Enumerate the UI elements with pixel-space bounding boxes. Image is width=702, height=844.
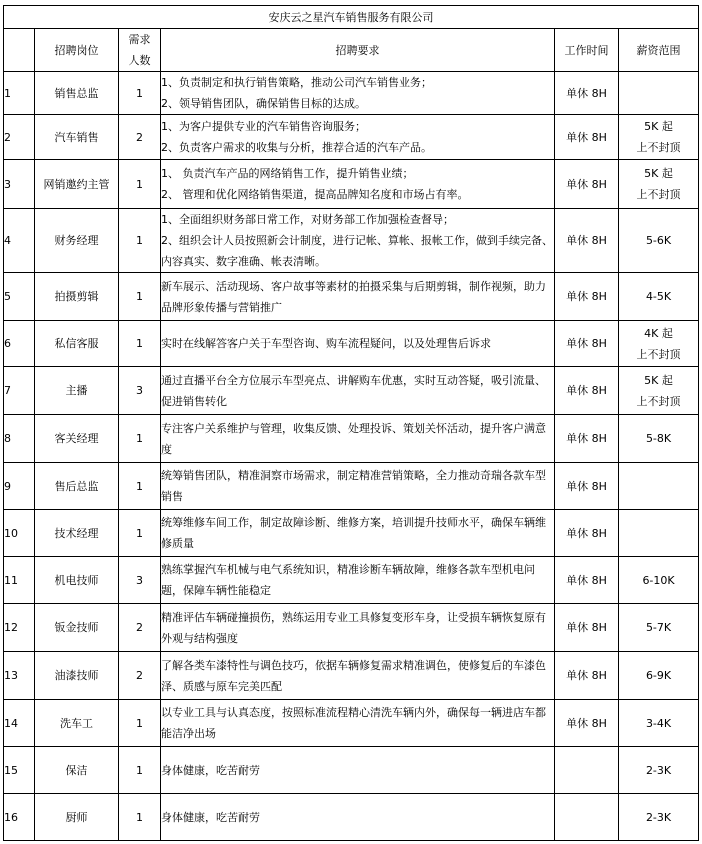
salary-line: 上不封顶 <box>636 394 681 408</box>
requirements-cell <box>161 415 555 463</box>
work-time: 单休 8H <box>555 209 619 273</box>
requirements-cell <box>161 463 555 510</box>
position-name: 厨师 <box>35 794 119 841</box>
requirements-cell <box>161 652 555 700</box>
requirements-cell <box>161 321 555 367</box>
requirement-line: 1、为客户提供专业的汽车销售咨询服务； <box>161 120 366 133</box>
row-index: 16 <box>4 794 35 841</box>
position-name: 网销邀约主管 <box>35 160 119 209</box>
salary-range <box>619 273 699 321</box>
headcount: 2 <box>119 604 161 652</box>
salary-range <box>619 160 699 209</box>
row-index: 6 <box>4 321 35 367</box>
requirements-cell <box>161 72 555 115</box>
requirements-cell <box>161 557 555 604</box>
row-index: 15 <box>4 747 35 794</box>
requirements-cell <box>161 367 555 415</box>
table-row <box>4 321 699 367</box>
requirements-cell <box>161 160 555 209</box>
salary-line: 5K 起 <box>644 167 673 180</box>
requirement-line: 2、组织会计人员按照新会计制度，进行记帐、算帐、报帐工作，做到手续完备、内容真实、数字准确、帐表清晰。 <box>161 234 553 268</box>
row-index: 11 <box>4 557 35 604</box>
headcount: 1 <box>119 72 161 115</box>
work-time: 单休 8H <box>555 115 619 160</box>
requirement-line: 新车展示、活动现场、客户故事等素材的拍摄采集与后期剪辑，制作视频，助力品牌形象传播与营销推广 <box>161 279 546 314</box>
requirements-cell <box>161 115 555 160</box>
row-index: 2 <box>4 115 35 160</box>
row-index: 8 <box>4 415 35 463</box>
table-row <box>4 510 699 557</box>
salary-line: 5K 起 <box>644 120 673 133</box>
requirements-cell <box>161 510 555 557</box>
table-row <box>4 72 699 115</box>
salary-line: 5-7K <box>645 621 672 634</box>
header-requirements: 招聘要求 <box>161 29 555 72</box>
salary-line: 2-3K <box>645 810 672 824</box>
row-index: 12 <box>4 604 35 652</box>
header-row <box>4 29 699 72</box>
position-name: 保洁 <box>35 747 119 794</box>
header-count <box>119 29 161 72</box>
requirement-line: 2、领导销售团队，确保销售目标的达成。 <box>161 97 366 110</box>
recruitment-table <box>3 5 699 841</box>
requirement-line: 身体健康，吃苦耐劳 <box>161 763 260 777</box>
work-time: 单休 8H <box>555 510 619 557</box>
table-row <box>4 415 699 463</box>
position-name: 汽车销售 <box>35 115 119 160</box>
position-name: 财务经理 <box>35 209 119 273</box>
headcount: 1 <box>119 700 161 747</box>
headcount: 3 <box>119 557 161 604</box>
row-index: 14 <box>4 700 35 747</box>
work-time <box>555 747 619 794</box>
row-index: 10 <box>4 510 35 557</box>
salary-range <box>619 415 699 463</box>
salary-range <box>619 72 699 115</box>
salary-range <box>619 794 699 841</box>
salary-line: 4K 起 <box>644 326 673 340</box>
salary-line: 5K 起 <box>644 373 673 387</box>
work-time: 单休 8H <box>555 273 619 321</box>
requirement-line: 1、全面组织财务部日常工作，对财务部工作加强检查督导； <box>161 213 454 226</box>
work-time: 单休 8H <box>555 652 619 700</box>
table-row <box>4 700 699 747</box>
position-name: 技术经理 <box>35 510 119 557</box>
header-position: 招聘岗位 <box>35 29 119 72</box>
salary-range <box>619 604 699 652</box>
requirement-line: 1、 负责汽车产品的网络销售工作，提升销售业绩； <box>161 167 414 180</box>
header-salary: 薪资范围 <box>619 29 699 72</box>
table-row <box>4 273 699 321</box>
salary-line: 4-5K <box>645 290 672 303</box>
position-name: 客关经理 <box>35 415 119 463</box>
requirement-line: 统筹销售团队，精准洞察市场需求，制定精准营销策略，全力推动奇瑞各款车型销售 <box>161 469 546 503</box>
requirement-line: 熟练掌握汽车机械与电气系统知识，精准诊断车辆故障，维修各款车型机电问题，保障车辆性能稳定 <box>161 563 535 597</box>
requirement-line: 统筹维修车间工作，制定故障诊断、维修方案，培训提升技师水平，确保车辆维修质量 <box>161 516 546 550</box>
requirements-cell <box>161 794 555 841</box>
salary-range <box>619 367 699 415</box>
table-row <box>4 160 699 209</box>
salary-range <box>619 700 699 747</box>
requirement-line: 通过直播平台全方位展示车型亮点、讲解购车优惠，实时互动答疑，吸引流量、促进销售转化 <box>161 373 546 408</box>
requirements-cell <box>161 209 555 273</box>
headcount: 1 <box>119 160 161 209</box>
position-name: 拍摄剪辑 <box>35 273 119 321</box>
requirements-cell <box>161 273 555 321</box>
salary-range <box>619 510 699 557</box>
headcount: 3 <box>119 367 161 415</box>
position-name: 售后总监 <box>35 463 119 510</box>
header-work-time: 工作时间 <box>555 29 619 72</box>
headcount: 1 <box>119 415 161 463</box>
row-index: 7 <box>4 367 35 415</box>
salary-line: 3-4K <box>645 716 672 730</box>
row-index: 13 <box>4 652 35 700</box>
title-row <box>4 6 699 29</box>
salary-range <box>619 747 699 794</box>
salary-line: 上不封顶 <box>636 141 681 154</box>
work-time: 单休 8H <box>555 557 619 604</box>
headcount: 1 <box>119 794 161 841</box>
table-row <box>4 794 699 841</box>
requirement-line: 2、 管理和优化网络销售渠道，提高品牌知名度和市场占有率。 <box>161 188 469 201</box>
salary-range <box>619 557 699 604</box>
requirement-line: 身体健康，吃苦耐劳 <box>161 810 260 824</box>
work-time: 单休 8H <box>555 700 619 747</box>
table-row <box>4 463 699 510</box>
work-time: 单休 8H <box>555 72 619 115</box>
header-index <box>4 29 35 72</box>
requirement-line: 以专业工具与认真态度，按照标准流程精心清洗车辆内外，确保每一辆进店车都能洁净出场 <box>161 706 546 740</box>
company-title: 安庆云之星汽车销售服务有限公司 <box>4 6 699 29</box>
requirements-cell <box>161 700 555 747</box>
row-index: 3 <box>4 160 35 209</box>
requirement-line: 了解各类车漆特性与调色技巧，依据车辆修复需求精准调色，使修复后的车漆色泽、质感与原车完美匹配 <box>161 658 546 693</box>
position-name: 私信客服 <box>35 321 119 367</box>
requirement-line: 精准评估车辆碰撞损伤，熟练运用专业工具修复变形车身，让受损车辆恢复原有外观与结构强度 <box>161 610 546 645</box>
work-time: 单休 8H <box>555 160 619 209</box>
table-row <box>4 115 699 160</box>
salary-range <box>619 321 699 367</box>
requirement-line: 专注客户关系维护与管理，收集反馈、处理投诉、策划关怀活动，提升客户满意度 <box>161 421 546 456</box>
work-time: 单休 8H <box>555 367 619 415</box>
salary-line: 2-3K <box>645 763 672 777</box>
table-row <box>4 604 699 652</box>
table-row <box>4 747 699 794</box>
salary-range <box>619 115 699 160</box>
work-time: 单休 8H <box>555 463 619 510</box>
salary-line: 上不封顶 <box>636 188 681 201</box>
row-index: 9 <box>4 463 35 510</box>
position-name: 钣金技师 <box>35 604 119 652</box>
headcount: 1 <box>119 463 161 510</box>
work-time: 单休 8H <box>555 604 619 652</box>
header-count-line1: 需求 <box>128 33 151 46</box>
work-time: 单休 8H <box>555 321 619 367</box>
requirement-line: 2、负责客户需求的收集与分析，推荐合适的汽车产品。 <box>161 141 432 154</box>
headcount: 1 <box>119 273 161 321</box>
row-index: 5 <box>4 273 35 321</box>
headcount: 1 <box>119 747 161 794</box>
salary-line: 5-6K <box>645 234 672 247</box>
row-index: 1 <box>4 72 35 115</box>
header-count-line2: 人数 <box>128 54 151 67</box>
work-time: 单休 8H <box>555 415 619 463</box>
work-time <box>555 794 619 841</box>
headcount: 1 <box>119 510 161 557</box>
salary-line: 6-9K <box>645 669 672 682</box>
table-row <box>4 557 699 604</box>
requirements-cell <box>161 747 555 794</box>
salary-line: 6-10K <box>642 573 675 587</box>
position-name: 油漆技师 <box>35 652 119 700</box>
headcount: 2 <box>119 652 161 700</box>
position-name: 机电技师 <box>35 557 119 604</box>
salary-line: 上不封顶 <box>636 347 681 361</box>
salary-range <box>619 652 699 700</box>
headcount: 2 <box>119 115 161 160</box>
headcount: 1 <box>119 321 161 367</box>
salary-range <box>619 463 699 510</box>
table-row <box>4 209 699 273</box>
salary-range <box>619 209 699 273</box>
table-row <box>4 367 699 415</box>
headcount: 1 <box>119 209 161 273</box>
requirement-line: 实时在线解答客户关于车型咨询、购车流程疑问，以及处理售后诉求 <box>161 337 491 350</box>
table-body <box>4 72 699 841</box>
position-name: 主播 <box>35 367 119 415</box>
table-row <box>4 652 699 700</box>
requirement-line: 1、负责制定和执行销售策略，推动公司汽车销售业务； <box>161 76 432 89</box>
salary-line: 5-8K <box>645 432 672 445</box>
row-index: 4 <box>4 209 35 273</box>
position-name: 销售总监 <box>35 72 119 115</box>
requirements-cell <box>161 604 555 652</box>
position-name: 洗车工 <box>35 700 119 747</box>
